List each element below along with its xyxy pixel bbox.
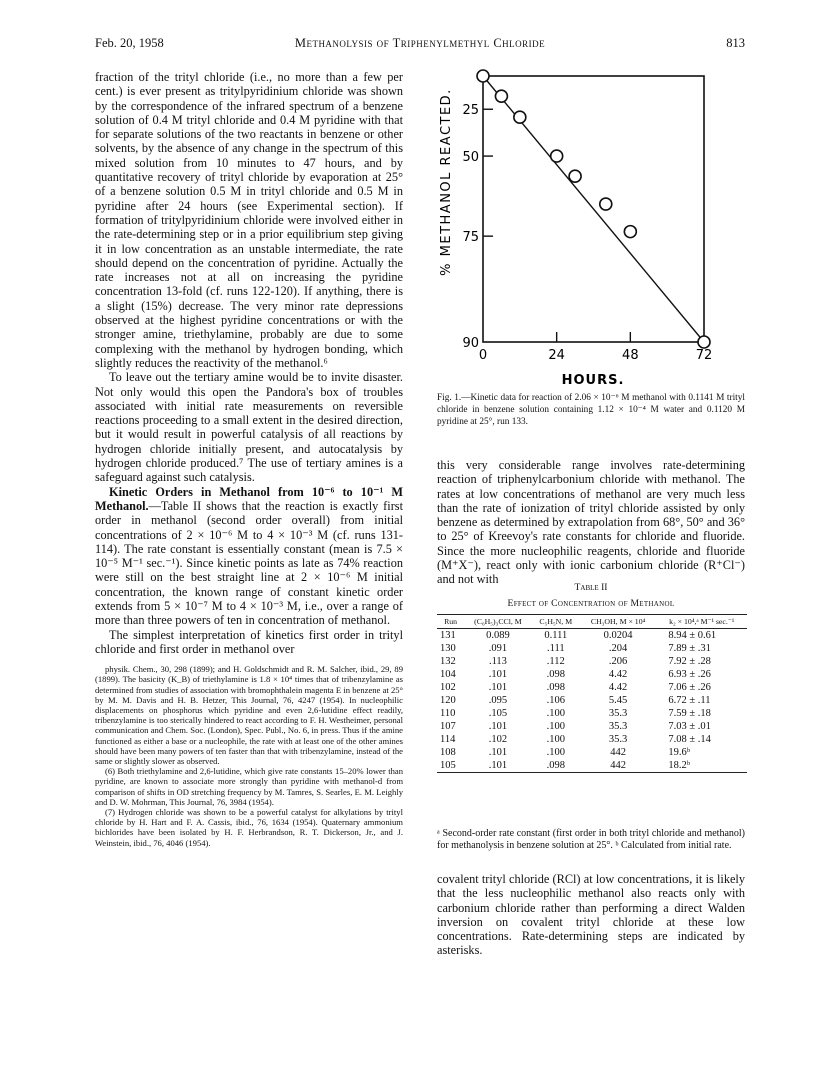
table-cell: 7.08 ± .14 — [668, 734, 711, 745]
table-cell: 4.42 — [608, 669, 628, 680]
footnote-7: (7) Hydrogen chloride was shown to be a powerful catalyst for alkylations by trityl chloride by H. Hart and F. A. Cassis, ibid., 76, 1634 (1954). Quaternary ammonium bichlorides have been isolated by H. F. Herbrandson, R. T. Dickerson, Jr., and J. Weinstein, ibid., 76, 4046 (1954). — [95, 807, 403, 848]
y-tick-label: 50 — [462, 150, 479, 166]
table-cell: .100 — [546, 721, 565, 732]
table-cell: .100 — [546, 747, 565, 758]
table-subtitle: Effect of Concentration of Methanol — [507, 598, 675, 609]
table-cell: .204 — [608, 643, 628, 654]
table-body — [437, 629, 747, 773]
table-cell: 35.3 — [608, 734, 628, 745]
paragraph-1: fraction of the trityl chloride (i.e., no more than a few per cent.) is ever present as tritylpyridinium chloride was shown by the correspondence of the infrared spectrum of a benzene solution of 0.4 M trityl chloride and 0.4 M pyridine with that for separate solutions of the two reactants in benzene or other solvents, by the absence of any change in the spectrum of this mixed solution from 10 minutes to 47 hours, and by quantitative recovery of trityl chloride by evaporation at 25° of a benzene solution 0.5 M in trityl chloride and 0.5 M in pyridine after 24 hours (see Experimental section). If formation of tritylpyridinium chloride were involved either in the rate-determining step or in a prior equilibrium step giving it in low concentration as an unstable intermediate, the rate should depend on the concentration of pyridine. Actually the rate increases not at all on increasing the pyridine concentration 13-fold (cf. runs 122-120). If anything, there is a slight (15%) decrease. The very minor rate depressions observed at the highest pyridine concentrations or with the stronger amine, triethylamine, probably are due to some complexing with the methanol by hydrogen bonding, which slightly reduces the reactivity of the methanol.⁶ — [95, 70, 403, 370]
figure-caption: Fig. 1.—Kinetic data for reaction of 2.06 × 10⁻⁶ M methanol with 0.1141 M trityl chloride in benzene solution containing 1.12 × 10⁻⁴ M water and 0.1120 M pyridine at 25°, run 133. — [437, 393, 745, 427]
table-cell: 35.3 — [608, 708, 628, 719]
table-cell: 18.2ᵇ — [656, 759, 747, 773]
table-cell: .101 — [464, 759, 532, 773]
table-cell: 0.111 — [544, 630, 568, 641]
footnote-6: (6) Both triethylamine and 2,6-lutidine, which give rate constants 15–20% lower than pyridine, are known to associate more strongly than pyridine with methanol-d from comparison of shifts in OD stretching frequency by M. Tamres, S. Searles, E. M. Leighly and D. W. Mohrman, This Journal, 76, 3984 (1954). — [95, 766, 403, 807]
table-cell: .100 — [546, 734, 565, 745]
x-tick-label: 24 — [548, 348, 565, 363]
table-cell: 114 — [440, 734, 456, 745]
table-cell: 6.93 ± .26 — [668, 669, 711, 680]
table-cell: .112 — [546, 656, 565, 667]
table-title: Table II — [574, 582, 608, 593]
right-paragraph-1: this very considerable range involves rate-determining reaction of triphenylcarbonium chloride with methanol. The rates at low concentrations of methanol are very much less than the rate of ionization of trityl chloride assisted by only benzene as determined by extrapolation from 68°, 50° and 36° to 25° of Kreevoy's rate constants for chloride and fluoride. Since the more nucleophilic reagents, chloride and fluoride (M⁺X⁻), react only with ionic carbonium chloride (R⁺Cl⁻) and not with — [437, 458, 745, 587]
table-cell: 102 — [440, 682, 456, 693]
running-header — [95, 36, 745, 52]
table-row — [437, 720, 747, 733]
data-point — [569, 170, 581, 182]
table-cell: .101 — [488, 682, 508, 693]
paragraph-3 — [95, 485, 403, 628]
table-cell: .101 — [488, 747, 508, 758]
table-cell: 120 — [440, 695, 456, 706]
y-tick-label: 25 — [462, 103, 479, 119]
table-cell: 0.089 — [486, 630, 510, 641]
page-number: 813 — [726, 36, 745, 50]
table-cell: 8.94 ± 0.61 — [668, 630, 717, 641]
table-cell: 7.59 ± .18 — [668, 708, 711, 719]
table-cell: 131 — [440, 630, 456, 641]
table-row — [437, 655, 747, 668]
paragraph-3-text: —Table II shows that the reaction is exactly first order in methanol (second order overall) from initial concentrations of 2 × 10⁻⁶ M to 4 × 10⁻³ M (cf. runs 131-114). The rate constant is essentially constant (mean is 7.5 × 10⁻⁵ M⁻¹ sec.⁻¹). Since kinetic points as late as 74% reaction were still on the best straight line at 2 × 10⁻⁶ M initial concentration, the known range of constant kinetic order extends from 5 × 10⁻⁷ M to 4 × 10⁻³ M, i.e., over a range of more than three powers of ten in concentration of methanol. — [95, 498, 403, 628]
figure-1 — [436, 62, 746, 392]
right-paragraph-2: covalent trityl chloride (RCl) at low concentrations, it is likely that the less nucleophilic methanol also reacts only with carbonium chloride rather than performing a direct Walden inversion on covalent trityl chloride at these low concentrations. Rate-determining steps are indicated by asterisks. — [437, 872, 745, 958]
table-row — [437, 668, 747, 681]
table-row — [437, 642, 747, 655]
data-point — [624, 226, 636, 238]
footnote-continued: physik. Chem., 30, 298 (1899); and H. Goldschmidt and R. M. Salcher, ibid., 29, 89 (1899). The basicity (K_B) of triethylamine is 1.8 × 10⁴ times that of tribenzylamine as determined from studies of association with bromophthalein magenta E in benzene at 25° by M. M. Davis and H. B. Hetzer, This Journal, 76, 4247 (1954). In nucleophilic displacements on phosphorus which pyridine and even 2,6-lutidine effect readily, tribenzylamine is too sterically hindered to react according to F. H. Westheimer, personal communication and Chem. Soc. (London), Spec. Publ., No. 6, in press. Thus if the amine functioned as either a base or a nucleophile, the rate with at least one of the other amines should have been many powers of ten faster than that with tribenzylamine, instead of the same or slightly slower as observed. — [95, 664, 403, 766]
table-cell: 132 — [440, 656, 456, 667]
data-point — [495, 90, 507, 102]
table-cell: 0.0204 — [603, 630, 633, 641]
table-ii — [437, 614, 747, 773]
table-cell: .091 — [488, 643, 508, 654]
table-cell: 104 — [440, 669, 456, 680]
table-cell: .101 — [488, 669, 508, 680]
header-title: Methanolysis of Triphenylmethyl Chloride — [294, 36, 546, 50]
table-cell: 6.72 ± .11 — [668, 695, 711, 706]
table-cell: 442 — [580, 759, 657, 773]
table-cell: 4.42 — [608, 682, 628, 693]
data-point — [600, 198, 612, 210]
data-point — [477, 70, 489, 82]
paragraph-2: To leave out the tertiary amine would be to invite disaster. Not only would this open the Pandora's box of troubles associated with initial rate measurements on reversible reactions proceeding to a small extent in the desired direction, but it would result in powerful catalysis of all reactions by hydrogen chloride initially present, and autocatalysis by hydrogen chloride produced.⁷ The use of tertiary amines is a safeguard against such catalysis. — [95, 370, 403, 485]
left-column — [95, 70, 403, 848]
table-row — [437, 759, 747, 773]
table-cell: .206 — [608, 656, 628, 667]
table-cell: 7.03 ± .01 — [668, 721, 711, 732]
table-cell: 107 — [440, 721, 456, 732]
table-cell: .101 — [488, 721, 508, 732]
table-cell: 110 — [440, 708, 456, 719]
paragraph-4: The simplest interpretation of kinetics first order in trityl chloride and first order in methanol over — [95, 627, 403, 656]
header-date: Feb. 20, 1958 — [95, 36, 164, 50]
table-cell: 7.92 ± .28 — [668, 656, 711, 667]
table-cell: .111 — [546, 643, 565, 654]
table-cell: 7.06 ± .26 — [668, 682, 711, 693]
table-cell: 19.6ᵇ — [668, 747, 691, 758]
table-cell: 5.45 — [608, 695, 628, 706]
y-tick-label: 90 — [462, 336, 479, 351]
x-tick-label: 0 — [478, 348, 488, 363]
table-row — [437, 629, 747, 643]
y-tick-label: 75 — [462, 230, 479, 246]
table-cell: .106 — [546, 695, 565, 706]
table-cell: .113 — [488, 656, 507, 667]
table-row — [437, 733, 747, 746]
table-header-2: C₅H₅N, M — [532, 615, 580, 629]
section-heading: Kinetic Orders in Methanol from 10⁻⁶ to 10⁻¹ M Methanol. — [95, 484, 403, 513]
kinetic-chart — [436, 62, 746, 392]
table-header-3: CH₃OH, M × 10⁴ — [580, 615, 657, 629]
table-cell: 7.89 ± .31 — [668, 643, 711, 654]
table-footnote: ᵃ Second-order rate constant (first order in both trityl chloride and methanol) for methanolysis in benzene solution at 25°. ᵇ Calculated from initial rate. — [437, 828, 745, 851]
table-cell: 442 — [610, 747, 626, 758]
data-point — [698, 336, 710, 348]
table-cell: 105 — [437, 759, 464, 773]
table-cell: 35.3 — [608, 721, 628, 732]
table-cell: .105 — [488, 708, 508, 719]
data-point — [514, 111, 526, 123]
footnotes — [95, 664, 403, 848]
table-header-row — [437, 615, 747, 629]
table-row — [437, 707, 747, 720]
table-cell: .098 — [546, 682, 565, 693]
table-header-4: k₂ × 10⁴,ᵃ M⁻¹ sec.⁻¹ — [656, 615, 747, 629]
table-header-1: (C₆H₅)₃CCl, M — [464, 615, 532, 629]
table-cell: .100 — [546, 708, 565, 719]
table-row — [437, 681, 747, 694]
table-cell: 108 — [440, 747, 456, 758]
table-cell: .102 — [488, 734, 508, 745]
table-row — [437, 746, 747, 759]
table-row — [437, 694, 747, 707]
x-tick-label: 72 — [695, 348, 713, 363]
table-cell: .098 — [532, 759, 580, 773]
x-axis-label: HOURS. — [561, 373, 625, 388]
x-tick-label: 48 — [622, 348, 639, 363]
data-point — [551, 150, 563, 162]
table-cell: .098 — [546, 669, 565, 680]
y-axis-label: % METHANOL REACTED. — [439, 88, 454, 276]
table-header-0: Run — [437, 615, 464, 629]
table-cell: 130 — [440, 643, 456, 654]
table-cell: .095 — [488, 695, 508, 706]
